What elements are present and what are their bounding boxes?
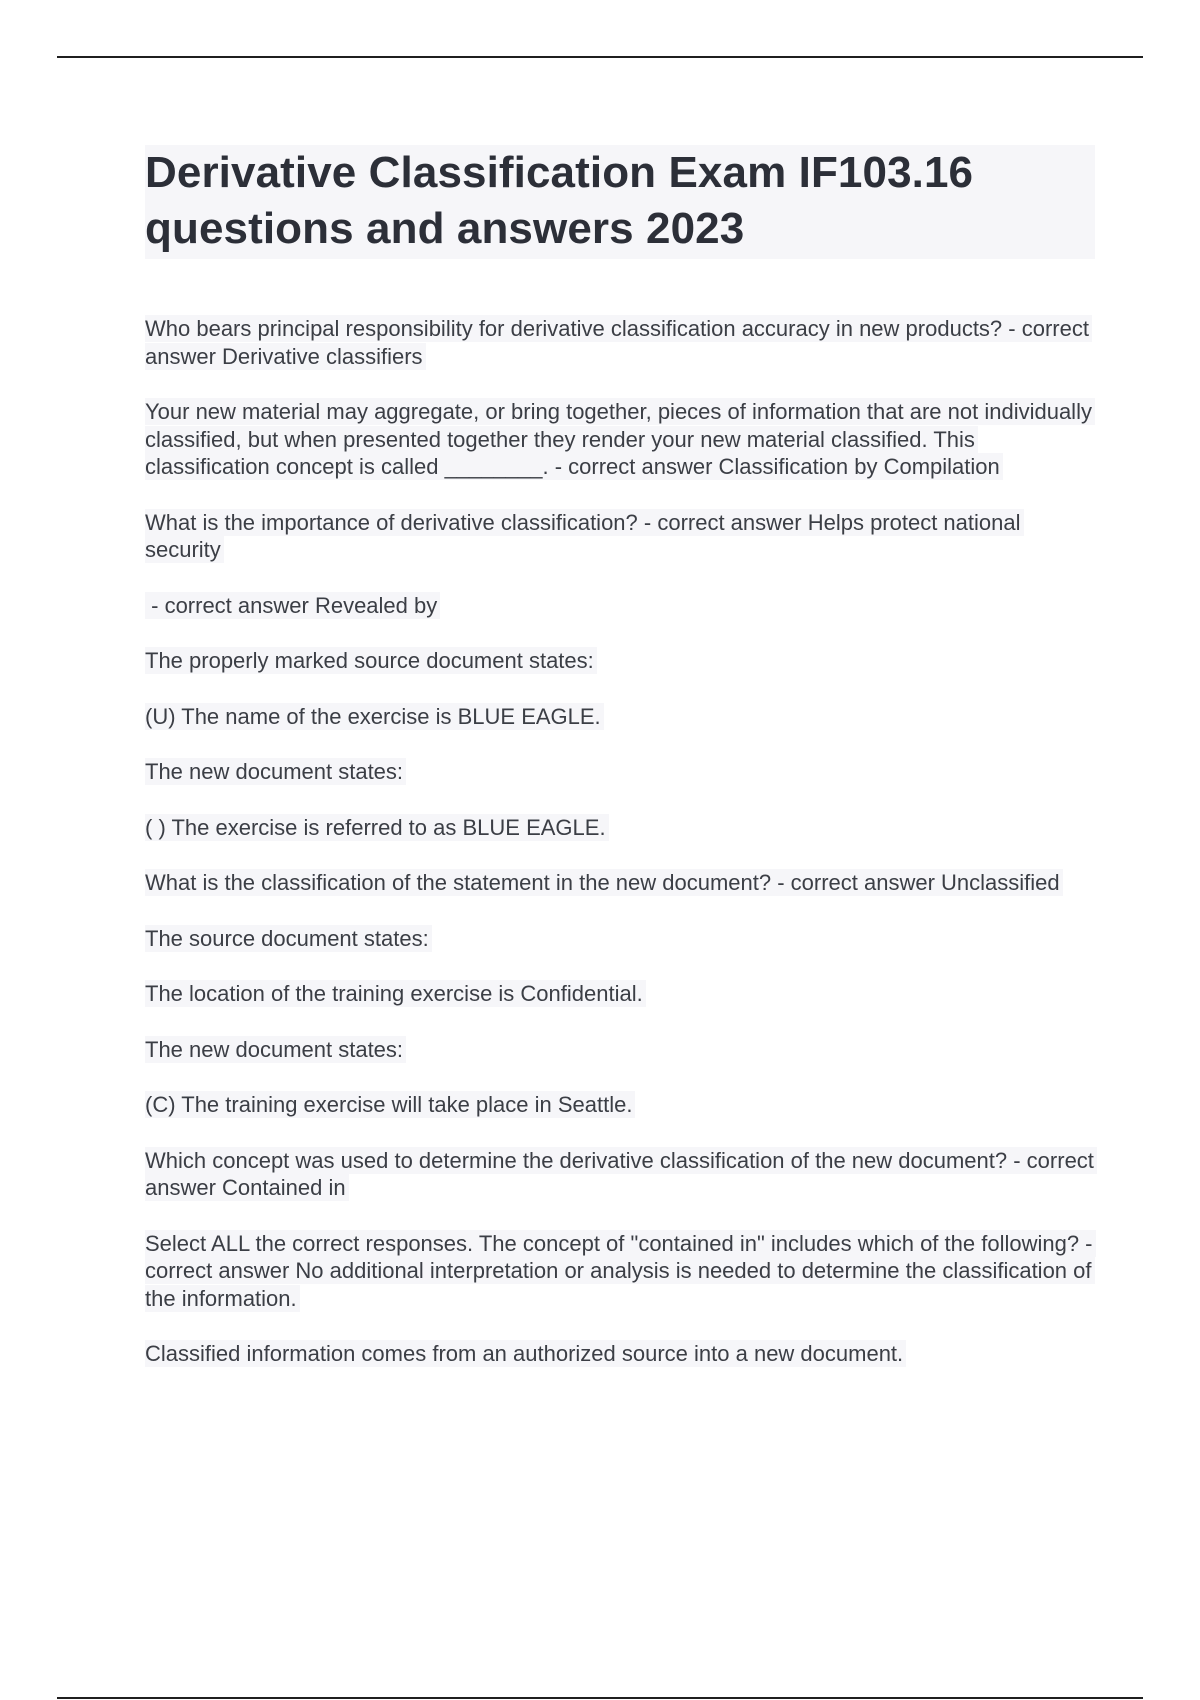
paragraph-5 <box>145 647 1095 675</box>
paragraph-9 <box>145 869 1095 897</box>
paragraph-3 <box>145 509 1095 564</box>
paragraph-13 <box>145 1091 1095 1119</box>
paragraph-2 <box>145 398 1095 481</box>
paragraph-text: What is the classification of the statement in the new document? - correct answer Unclassified <box>145 869 1063 896</box>
paragraph-text: - correct answer Revealed by <box>145 592 440 619</box>
paragraph-text: The new document states: <box>145 758 406 785</box>
paragraph-text: What is the importance of derivative classification? - correct answer Helps protect national security <box>145 509 1024 564</box>
paragraph-11 <box>145 980 1095 1008</box>
document-body <box>145 145 1095 1396</box>
paragraph-12 <box>145 1036 1095 1064</box>
document-title: Derivative Classification Exam IF103.16 questions and answers 2023 <box>145 145 1095 259</box>
paragraph-text: (U) The name of the exercise is BLUE EAGLE. <box>145 703 604 730</box>
paragraph-14 <box>145 1147 1095 1202</box>
paragraph-text: Which concept was used to determine the derivative classification of the new document? - correct answer Contained in <box>145 1147 1097 1202</box>
paragraph-text: The location of the training exercise is Confidential. <box>145 980 646 1007</box>
paragraph-16 <box>145 1340 1095 1368</box>
paragraph-text: (C) The training exercise will take place in Seattle. <box>145 1091 635 1118</box>
top-rule <box>57 56 1143 58</box>
paragraph-text: ( ) The exercise is referred to as BLUE EAGLE. <box>145 814 609 841</box>
paragraph-1 <box>145 315 1095 370</box>
paragraph-10 <box>145 925 1095 953</box>
paragraph-7 <box>145 758 1095 786</box>
paragraph-text: Classified information comes from an authorized source into a new document. <box>145 1340 906 1367</box>
paragraph-text: Who bears principal responsibility for derivative classification accuracy in new products? - correct answer Derivative classifiers <box>145 315 1092 370</box>
paragraph-text: The properly marked source document states: <box>145 647 597 674</box>
paragraph-8 <box>145 814 1095 842</box>
paragraph-text: The new document states: <box>145 1036 406 1063</box>
paragraph-6 <box>145 703 1095 731</box>
paragraph-4 <box>145 592 1095 620</box>
bottom-rule <box>57 1697 1143 1699</box>
paragraph-text: The source document states: <box>145 925 432 952</box>
paragraph-15 <box>145 1230 1095 1313</box>
paragraph-text: Your new material may aggregate, or bring together, pieces of information that are not individually classified, but when presented together they render your new material classified. This classification concept is called ________. - correct answer Classification by Compilation <box>145 398 1095 480</box>
paragraph-text: Select ALL the correct responses. The concept of "contained in" includes which of the following? - correct answer No additional interpretation or analysis is needed to determine the classification of the information. <box>145 1230 1096 1312</box>
